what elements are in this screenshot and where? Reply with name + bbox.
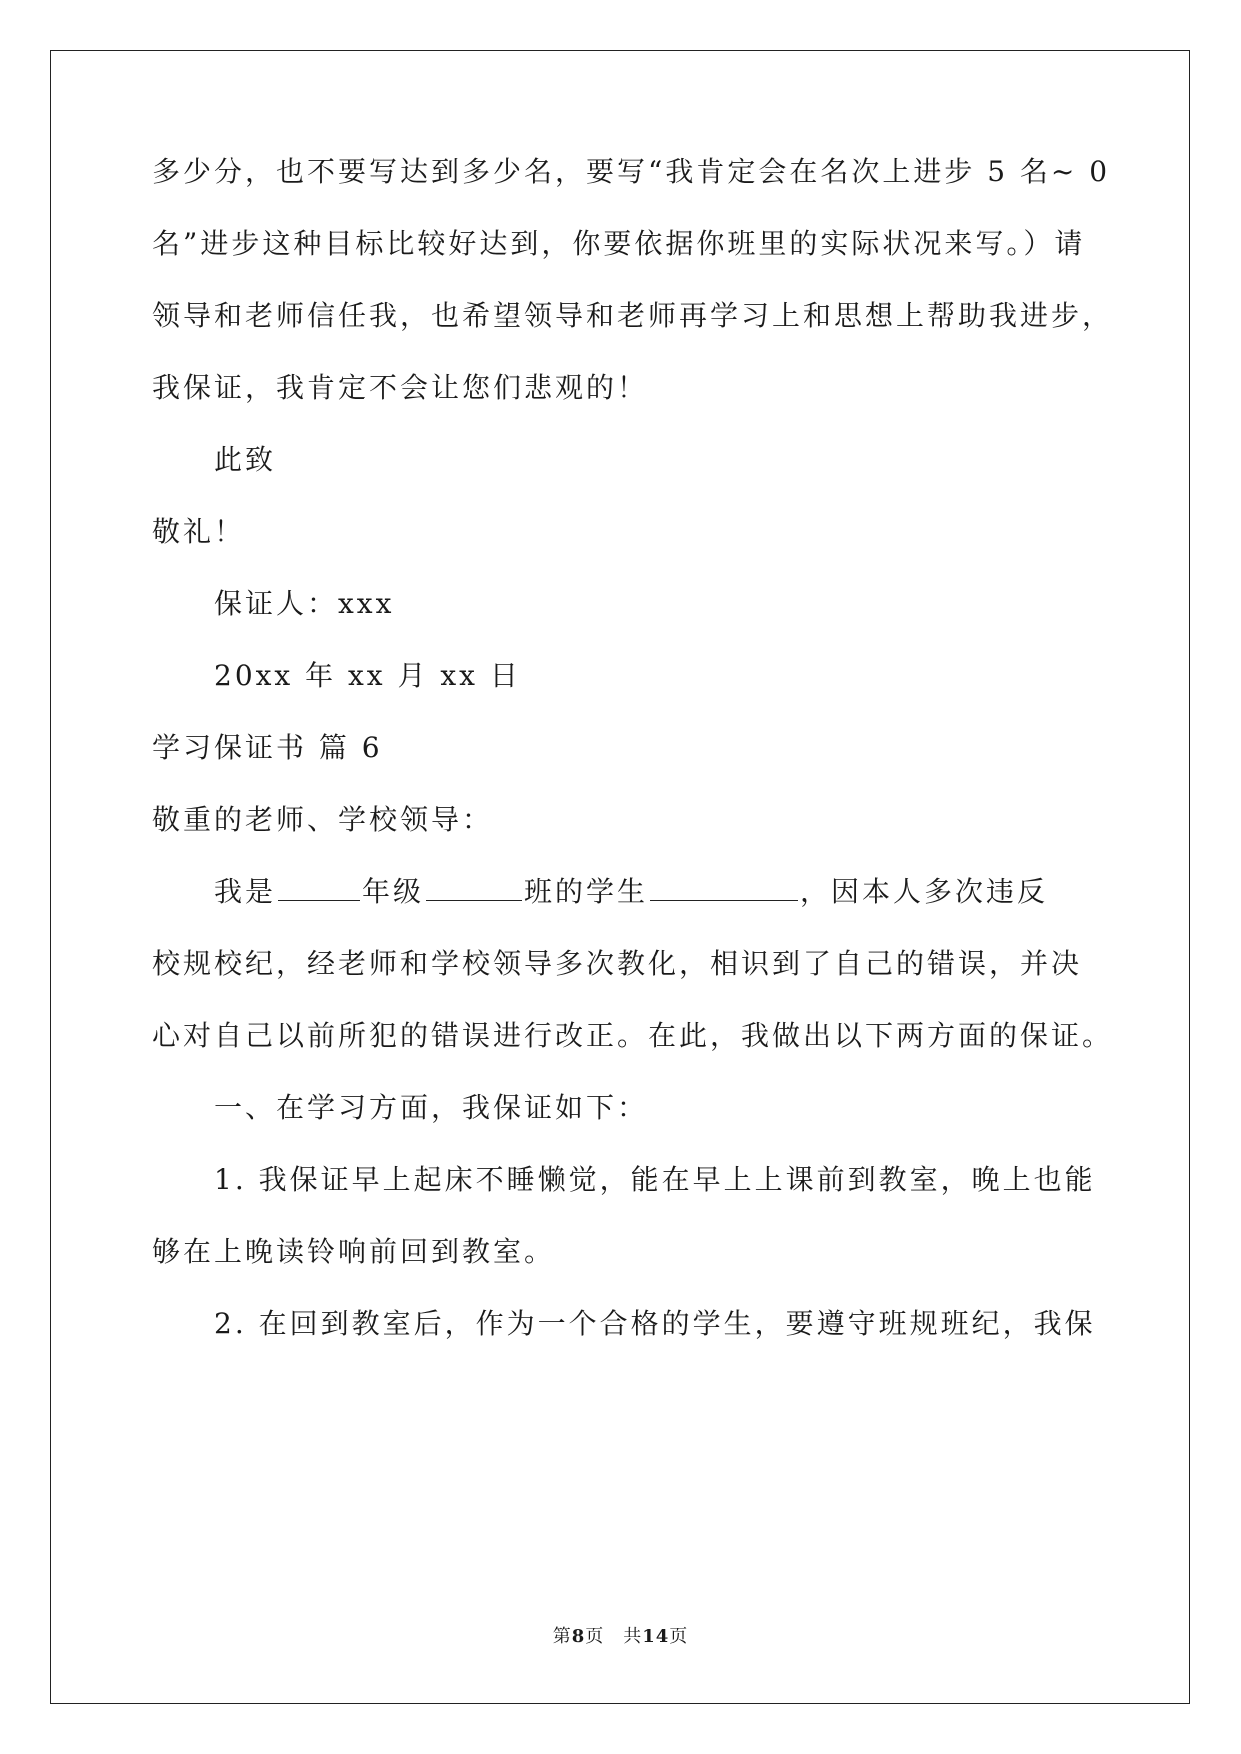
paragraph-line: 多少分，也不要写达到多少名，要写“我肯定会在名次上进步 5 名~ 0 (152, 155, 1111, 188)
subheading: 一、在学习方面，我保证如下： (214, 1091, 649, 1124)
paragraph-line: 名”进步这种目标比较好达到，你要依据你班里的实际状况来写。）请 (152, 227, 1086, 260)
salutation: 敬礼！ (152, 515, 246, 548)
text-segment: 年级 (362, 875, 425, 908)
addressee: 敬重的老师、学校领导： (152, 803, 494, 836)
paragraph-line: 我保证，我肯定不会让您们悲观的！ (152, 371, 649, 404)
section-heading: 学习保证书 篇 6 (152, 731, 383, 764)
page-mid: 页 共 (585, 1626, 643, 1647)
text-segment: 班的学生 (524, 875, 649, 908)
paragraph-line: 领导和老师信任我，也希望领导和老师再学习上和思想上帮助我进步， (152, 299, 1114, 332)
text-segment: 我是 (214, 875, 277, 908)
list-item: 1. 我保证早上起床不睡懒觉，能在早上上课前到教室，晚上也能 (214, 1163, 1096, 1196)
grade-blank[interactable] (278, 878, 360, 901)
date-line: 20xx 年 xx 月 xx 日 (214, 659, 521, 692)
paragraph-line: 心对自己以前所犯的错误进行改正。在此，我做出以下两方面的保证。 (152, 1019, 1114, 1052)
paragraph-line: 够在上晚读铃响前回到教室。 (152, 1235, 556, 1268)
page-footer (0, 1622, 1241, 1648)
closing-phrase: 此致 (214, 443, 277, 476)
current-page-number: 8 (571, 1626, 586, 1647)
fill-in-line (214, 875, 1049, 908)
paragraph-line: 校规校纪，经老师和学校领导多次教化，相识到了自己的错误，并决 (152, 947, 1083, 980)
name-blank[interactable] (650, 878, 798, 901)
total-pages-number: 14 (642, 1626, 670, 1647)
text-segment: ，因本人多次违反 (800, 875, 1049, 908)
page-prefix: 第 (552, 1626, 572, 1647)
signatory: 保证人：xxx (214, 587, 395, 620)
page-suffix: 页 (669, 1626, 689, 1647)
class-blank[interactable] (426, 878, 522, 901)
list-item: 2. 在回到教室后，作为一个合格的学生，要遵守班规班纪，我保 (214, 1307, 1096, 1340)
